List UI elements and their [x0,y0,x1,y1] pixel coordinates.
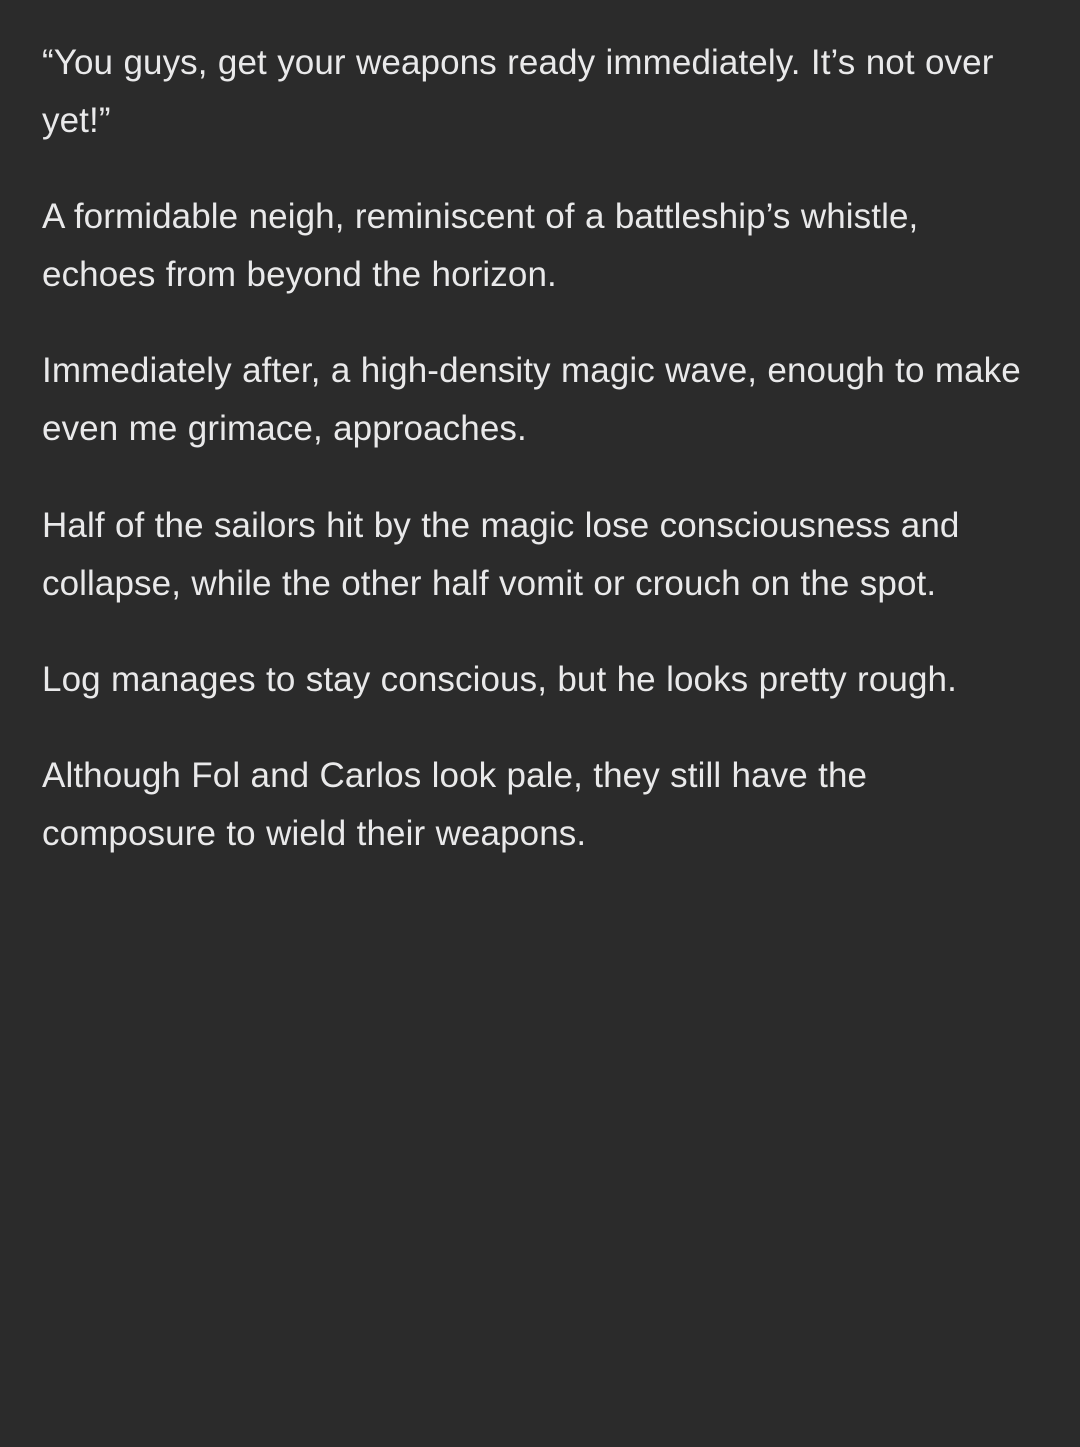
story-paragraph: A formidable neigh, reminiscent of a battleship’s whistle, echoes from beyond the horizon. [42,197,919,295]
story-paragraph: “You guys, get your weapons ready immediately. It’s not over yet!” [42,43,994,141]
story-paragraph: Half of the sailors hit by the magic lose consciousness and collapse, while the other half vomit or crouch on the spot. [42,505,960,603]
story-paragraph: Log manages to stay conscious, but he looks pretty rough. [42,659,957,699]
story-paragraph: Although Fol and Carlos look pale, they still have the composure to wield their weapons. [42,755,868,853]
story-paragraph: Immediately after, a high-density magic wave, enough to make even me grimace, approaches. [42,351,1021,449]
